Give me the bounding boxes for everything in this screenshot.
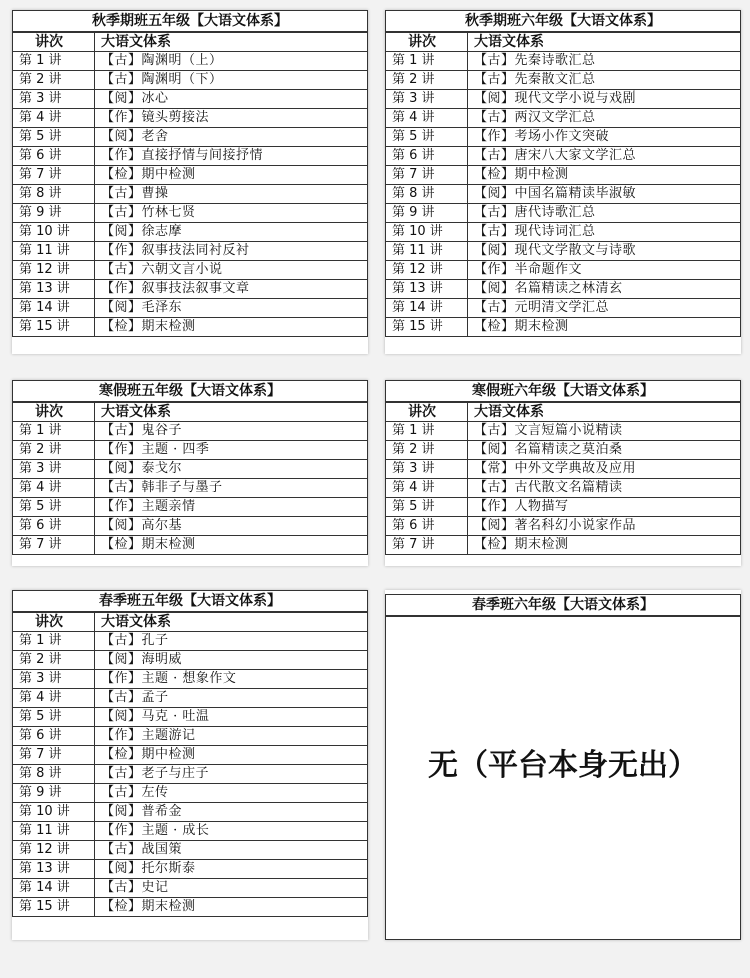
header-row: [13, 32, 368, 52]
table-row: [13, 746, 368, 765]
table-row: [386, 422, 741, 441]
lecture-number: 第 14 讲: [386, 299, 468, 318]
course-topic: 【作】考场小作文突破: [468, 128, 741, 147]
column-header-lecture: 讲次: [386, 402, 468, 422]
lecture-number: 第 8 讲: [13, 185, 95, 204]
course-topic: 【阅】高尔基: [95, 517, 368, 536]
lecture-number: 第 3 讲: [386, 90, 468, 109]
lecture-number: 第 1 讲: [13, 52, 95, 71]
course-topic: 【古】孟子: [95, 689, 368, 708]
schedule-table: [12, 10, 368, 337]
table-row: [386, 128, 741, 147]
table-row: [386, 299, 741, 318]
course-topic: 【作】直接抒情与间接抒情: [95, 147, 368, 166]
table-row: [13, 185, 368, 204]
course-topic: 【古】陶渊明（上）: [95, 52, 368, 71]
lecture-number: 第 10 讲: [386, 223, 468, 242]
lecture-number: 第 4 讲: [386, 479, 468, 498]
lecture-number: 第 8 讲: [13, 765, 95, 784]
lecture-number: 第 3 讲: [13, 670, 95, 689]
course-topic: 【作】叙事技法同衬反衬: [95, 242, 368, 261]
course-topic: 【作】主题 · 成长: [95, 822, 368, 841]
table-row: [13, 147, 368, 166]
column-header-lecture: 讲次: [13, 32, 95, 52]
lecture-number: 第 6 讲: [386, 147, 468, 166]
table-spring-grade5: [12, 590, 368, 940]
course-topic: 【作】主题亲情: [95, 498, 368, 517]
column-header-system: 大语文体系: [468, 32, 741, 52]
lecture-number: 第 3 讲: [13, 460, 95, 479]
lecture-number: 第 15 讲: [13, 318, 95, 337]
table-row: [13, 223, 368, 242]
lecture-number: 第 13 讲: [386, 280, 468, 299]
course-topic: 【检】期中检测: [468, 166, 741, 185]
course-topic: 【阅】徐志摩: [95, 223, 368, 242]
course-topic: 【古】曹操: [95, 185, 368, 204]
header-row: [13, 402, 368, 422]
lecture-number: 第 4 讲: [13, 479, 95, 498]
table-row: [13, 651, 368, 670]
table-row: [13, 422, 368, 441]
course-topic: 【古】文言短篇小说精读: [468, 422, 741, 441]
course-topic: 【阅】海明威: [95, 651, 368, 670]
course-topic: 【古】先秦诗歌汇总: [468, 52, 741, 71]
course-topic: 【古】老子与庄子: [95, 765, 368, 784]
lecture-number: 第 7 讲: [13, 166, 95, 185]
course-topic: 【检】期中检测: [95, 746, 368, 765]
no-content-message: 无（平台本身无出）: [428, 748, 698, 783]
table-winter-grade6: [385, 380, 741, 566]
table-row: [13, 803, 368, 822]
lecture-number: 第 11 讲: [13, 822, 95, 841]
table-row: [386, 109, 741, 128]
lecture-number: 第 11 讲: [386, 242, 468, 261]
lecture-number: 第 6 讲: [13, 727, 95, 746]
course-topic: 【阅】现代文学小说与戏剧: [468, 90, 741, 109]
table-row: [386, 280, 741, 299]
lecture-number: 第 10 讲: [13, 223, 95, 242]
course-topic: 【古】陶渊明（下）: [95, 71, 368, 90]
lecture-number: 第 4 讲: [13, 109, 95, 128]
table-title: 秋季期班六年级【大语文体系】: [386, 11, 741, 33]
table-row: [386, 261, 741, 280]
table-row: [13, 52, 368, 71]
table-title: 寒假班五年级【大语文体系】: [13, 381, 368, 403]
table-row: [386, 498, 741, 517]
table-row: [13, 784, 368, 803]
column-header-lecture: 讲次: [386, 32, 468, 52]
table-title: 春季班六年级【大语文体系】: [385, 594, 741, 617]
table-row: [386, 204, 741, 223]
header-row: [13, 612, 368, 632]
table-row: [386, 536, 741, 555]
course-topic: 【阅】马克 · 吐温: [95, 708, 368, 727]
course-topic: 【作】主题 · 想象作文: [95, 670, 368, 689]
lecture-number: 第 1 讲: [13, 422, 95, 441]
column-header-lecture: 讲次: [13, 402, 95, 422]
column-header-lecture: 讲次: [13, 612, 95, 632]
lecture-number: 第 13 讲: [13, 860, 95, 879]
table-row: [13, 517, 368, 536]
table-row: [13, 460, 368, 479]
table-title: 秋季期班五年级【大语文体系】: [13, 11, 368, 33]
column-header-system: 大语文体系: [95, 612, 368, 632]
lecture-number: 第 14 讲: [13, 299, 95, 318]
course-topic: 【作】镜头剪接法: [95, 109, 368, 128]
table-row: [13, 860, 368, 879]
lecture-number: 第 13 讲: [13, 280, 95, 299]
table-row: [13, 689, 368, 708]
course-topic: 【作】主题游记: [95, 727, 368, 746]
table-row: [13, 841, 368, 860]
lecture-number: 第 6 讲: [13, 147, 95, 166]
table-autumn-grade5: [12, 10, 368, 354]
lecture-number: 第 10 讲: [13, 803, 95, 822]
course-topic: 【检】期末检测: [468, 318, 741, 337]
table-row: [13, 261, 368, 280]
course-topic: 【作】人物描写: [468, 498, 741, 517]
table-row: [13, 109, 368, 128]
schedule-table: [12, 590, 368, 917]
table-title: 春季班五年级【大语文体系】: [13, 591, 368, 613]
table-row: [386, 318, 741, 337]
course-topic: 【检】期末检测: [95, 898, 368, 917]
course-topic: 【检】期末检测: [95, 318, 368, 337]
lecture-number: 第 9 讲: [13, 204, 95, 223]
empty-area: [385, 616, 741, 940]
table-row: [13, 128, 368, 147]
table-row: [386, 71, 741, 90]
lecture-number: 第 5 讲: [13, 498, 95, 517]
table-row: [13, 242, 368, 261]
course-topic: 【阅】名篇精读之莫泊桑: [468, 441, 741, 460]
course-topic: 【阅】名篇精读之林清玄: [468, 280, 741, 299]
lecture-number: 第 6 讲: [386, 517, 468, 536]
lecture-number: 第 1 讲: [386, 52, 468, 71]
lecture-number: 第 5 讲: [13, 128, 95, 147]
course-topic: 【阅】毛泽东: [95, 299, 368, 318]
schedule-table: [12, 380, 368, 555]
lecture-number: 第 2 讲: [386, 441, 468, 460]
table-row: [386, 52, 741, 71]
course-topic: 【阅】现代文学散文与诗歌: [468, 242, 741, 261]
course-topic: 【古】鬼谷子: [95, 422, 368, 441]
course-topic: 【古】竹林七贤: [95, 204, 368, 223]
course-topic: 【阅】老舍: [95, 128, 368, 147]
lecture-number: 第 5 讲: [386, 498, 468, 517]
course-topic: 【古】韩非子与墨子: [95, 479, 368, 498]
course-topic: 【阅】冰心: [95, 90, 368, 109]
lecture-number: 第 11 讲: [13, 242, 95, 261]
lecture-number: 第 7 讲: [386, 536, 468, 555]
header-row: [386, 32, 741, 52]
course-topic: 【检】期末检测: [468, 536, 741, 555]
lecture-number: 第 4 讲: [386, 109, 468, 128]
lecture-number: 第 4 讲: [13, 689, 95, 708]
table-row: [386, 185, 741, 204]
course-topic: 【古】战国策: [95, 841, 368, 860]
table-row: [13, 822, 368, 841]
table-row: [13, 879, 368, 898]
lecture-number: 第 2 讲: [386, 71, 468, 90]
table-row: [386, 242, 741, 261]
table-row: [13, 536, 368, 555]
table-row: [13, 166, 368, 185]
column-header-system: 大语文体系: [95, 402, 368, 422]
course-topic: 【古】六朝文言小说: [95, 261, 368, 280]
lecture-number: 第 9 讲: [13, 784, 95, 803]
course-topic: 【作】叙事技法叙事文章: [95, 280, 368, 299]
lecture-number: 第 3 讲: [386, 460, 468, 479]
lecture-number: 第 5 讲: [386, 128, 468, 147]
course-topic: 【古】元明清文学汇总: [468, 299, 741, 318]
lecture-number: 第 14 讲: [13, 879, 95, 898]
table-row: [13, 441, 368, 460]
table-row: [13, 299, 368, 318]
table-row: [13, 765, 368, 784]
lecture-number: 第 2 讲: [13, 651, 95, 670]
lecture-number: 第 12 讲: [13, 261, 95, 280]
course-topic: 【古】孔子: [95, 632, 368, 651]
course-topic: 【古】史记: [95, 879, 368, 898]
header-row: [386, 402, 741, 422]
table-row: [13, 898, 368, 917]
table-row: [386, 223, 741, 242]
table-spring-grade6: [385, 590, 741, 940]
course-topic: 【古】左传: [95, 784, 368, 803]
table-row: [386, 166, 741, 185]
table-row: [386, 517, 741, 536]
lecture-number: 第 6 讲: [13, 517, 95, 536]
lecture-number: 第 7 讲: [386, 166, 468, 185]
lecture-number: 第 1 讲: [386, 422, 468, 441]
table-row: [386, 479, 741, 498]
table-autumn-grade6: [385, 10, 741, 354]
course-topic: 【常】中外文学典故及应用: [468, 460, 741, 479]
lecture-number: 第 1 讲: [13, 632, 95, 651]
course-topic: 【检】期末检测: [95, 536, 368, 555]
lecture-number: 第 5 讲: [13, 708, 95, 727]
course-topic: 【古】先秦散文汇总: [468, 71, 741, 90]
course-topic: 【检】期中检测: [95, 166, 368, 185]
lecture-number: 第 12 讲: [386, 261, 468, 280]
schedule-table: [385, 380, 741, 555]
table-row: [386, 441, 741, 460]
lecture-number: 第 9 讲: [386, 204, 468, 223]
course-topic: 【阅】普希金: [95, 803, 368, 822]
lecture-number: 第 2 讲: [13, 71, 95, 90]
table-row: [386, 460, 741, 479]
course-topic: 【阅】著名科幻小说家作品: [468, 517, 741, 536]
schedule-table: [385, 10, 741, 337]
table-winter-grade5: [12, 380, 368, 566]
course-topic: 【古】唐代诗歌汇总: [468, 204, 741, 223]
lecture-number: 第 7 讲: [13, 746, 95, 765]
table-row: [13, 727, 368, 746]
course-topic: 【古】唐宋八大家文学汇总: [468, 147, 741, 166]
table-row: [13, 90, 368, 109]
table-row: [386, 90, 741, 109]
course-topic: 【作】半命题作文: [468, 261, 741, 280]
column-header-system: 大语文体系: [468, 402, 741, 422]
course-topic: 【古】现代诗词汇总: [468, 223, 741, 242]
lecture-number: 第 2 讲: [13, 441, 95, 460]
course-topic: 【阅】泰戈尔: [95, 460, 368, 479]
lecture-number: 第 3 讲: [13, 90, 95, 109]
course-topic: 【阅】中国名篇精读毕淑敏: [468, 185, 741, 204]
table-row: [13, 498, 368, 517]
lecture-number: 第 15 讲: [13, 898, 95, 917]
table-row: [13, 670, 368, 689]
course-topic: 【古】古代散文名篇精读: [468, 479, 741, 498]
table-row: [13, 280, 368, 299]
lecture-number: 第 15 讲: [386, 318, 468, 337]
lecture-number: 第 12 讲: [13, 841, 95, 860]
course-topic: 【阅】托尔斯泰: [95, 860, 368, 879]
lecture-number: 第 8 讲: [386, 185, 468, 204]
table-row: [13, 71, 368, 90]
course-topic: 【古】两汉文学汇总: [468, 109, 741, 128]
table-row: [13, 318, 368, 337]
table-row: [13, 204, 368, 223]
lecture-number: 第 7 讲: [13, 536, 95, 555]
table-row: [13, 479, 368, 498]
table-title: 寒假班六年级【大语文体系】: [386, 381, 741, 403]
course-topic: 【作】主题 · 四季: [95, 441, 368, 460]
column-header-system: 大语文体系: [95, 32, 368, 52]
table-row: [13, 632, 368, 651]
table-row: [13, 708, 368, 727]
table-row: [386, 147, 741, 166]
